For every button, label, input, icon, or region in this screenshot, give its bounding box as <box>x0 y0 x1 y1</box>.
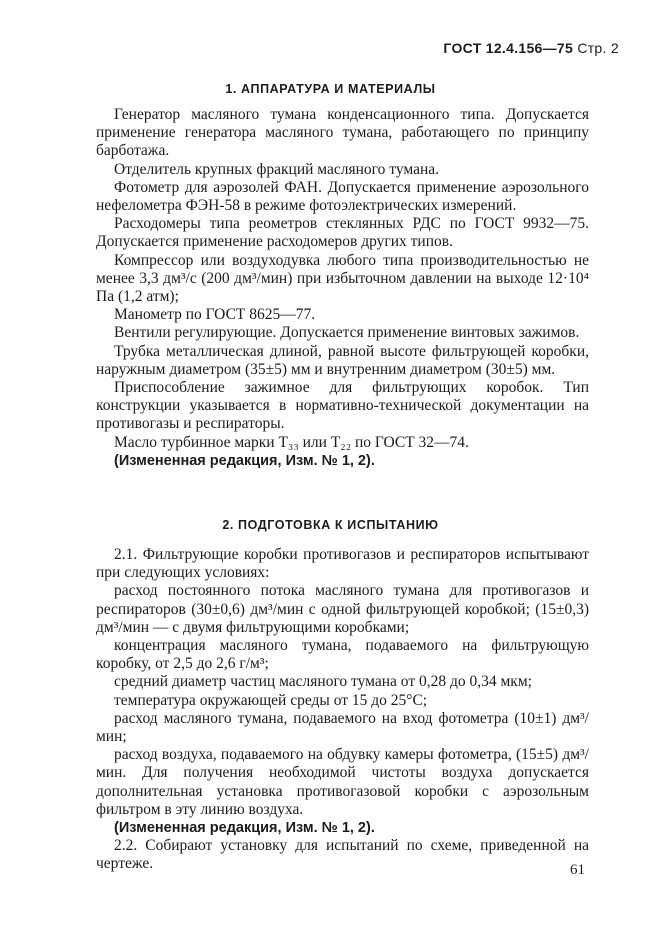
paragraph: Отделитель крупных фракций масляного тумана. <box>114 160 440 178</box>
paragraph: Генератор масляного тумана конденсационного типа. Допускается применение генератора масляного тумана, работающего по принципу барботажа. <box>96 106 589 160</box>
paragraph: 2.1. Фильтрующие коробки противогазов и респираторов испытывают при следующих условиях: <box>96 546 589 582</box>
paragraph: концентрация масляного тумана, подаваемого на фильтрующую коробку, от 2,5 до 2,6 г/м³; <box>96 637 589 673</box>
paragraph: средний диаметр частиц масляного тумана от 0,28 до 0,34 мкм; <box>114 673 532 691</box>
page-header <box>443 40 619 56</box>
paragraph: расход масляного тумана, подаваемого на вход фотометра (10±1) дм³/мин; <box>96 709 589 746</box>
section-1-title: 1. АППАРАТУРА И МАТЕРИАЛЫ <box>225 82 436 96</box>
standard-number: ГОСТ 12.4.156—75 <box>443 40 574 56</box>
paragraph: Компрессор или воздуходувка любого типа производительностью не менее 3,3 дм³/с (200 дм³/мин) при избыточном давлении на выходе 12·10⁴ Па (1,2 атм); <box>96 251 589 306</box>
paragraph: Фотометр для аэрозолей ФАН. Допускается применение аэрозольного нефелометра ФЭН-58 в режиме фотоэлектрических измерений. <box>96 178 589 215</box>
section-1-body <box>96 106 589 470</box>
paragraph: Манометр по ГОСТ 8625—77. <box>114 306 316 324</box>
paragraph: Трубка металлическая длиной, равной высоте фильтрующей коробки, наружным диаметром (35±5) мм и внутренним диаметром (30±5) мм. <box>96 342 589 378</box>
section-2-body <box>96 546 589 874</box>
edition-note: (Измененная редакция, Изм. № 1, 2). <box>114 452 375 469</box>
paragraph: Расходомеры типа реометров стеклянных РДС по ГОСТ 9932—75. Допускается применение расходомеров других типов. <box>96 215 589 251</box>
edition-note: (Измененная редакция, Изм. № 1, 2). <box>114 820 375 837</box>
paragraph: температура окружающей среды от 15 до 25°С; <box>114 691 428 709</box>
section-2-title: 2. ПОДГОТОВКА К ИСПЫТАНИЮ <box>222 518 439 532</box>
paragraph: Вентили регулирующие. Допускается применение винтовых зажимов. <box>114 324 580 342</box>
page-label: Стр. 2 <box>577 40 619 56</box>
paragraph: 2.2. Собирают установку для испытаний по схеме, приведенной на чертеже. <box>96 837 589 873</box>
page-number: 61 <box>570 862 585 878</box>
paragraph: расход постоянного потока масляного тумана для противогазов и респираторов (30±0,6) дм³/мин с одной фильтрующей коробкой; (15±0,3) дм³/мин — с двумя фильтрующими коробками; <box>96 582 589 636</box>
paragraph: Масло турбинное марки Т₃₃ или Т₂₂ по ГОСТ 32—74. <box>114 433 469 451</box>
paragraph: Приспособление зажимное для фильтрующих коробок. Тип конструкции указывается в нормативно-технической документации на противогазы и респираторы. <box>96 379 589 433</box>
paragraph: расход воздуха, подаваемого на обдувку камеры фотометра, (15±5) дм³/мин. Для получения необходимой чистоты воздуха допускается дополнительная установка противогазовой коробки с аэрозольным фильтром в эту линию воздуха. <box>96 746 589 818</box>
